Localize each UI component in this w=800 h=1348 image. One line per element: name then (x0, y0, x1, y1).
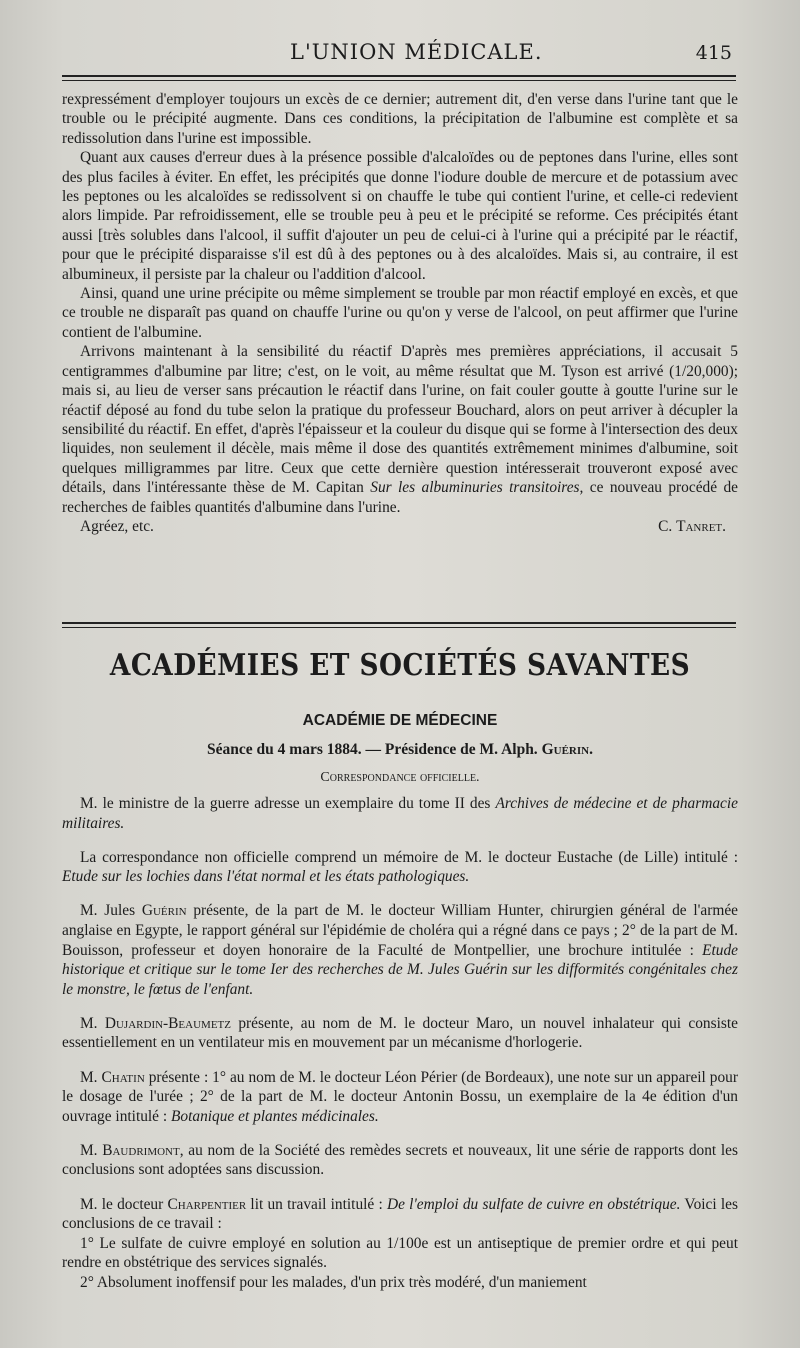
minutes-p7-b: lit un travail intitulé : (246, 1195, 387, 1213)
signature-line (62, 517, 738, 536)
minutes-paragraph-5 (62, 1068, 738, 1127)
section-subtitle: ACADÉMIE DE MÉDECINE (302, 712, 498, 729)
header-rule-thin (62, 80, 736, 81)
article-paragraph-1: rexpressément d'employer toujours un excès de ce dernier; autrement dit, d'en verse dans l'urine tant que le trouble ou le précipité augmente. Dans ces conditions, la précipitation de l'albumine est complète et sa redissolution dans l'urine est impossible. (62, 91, 738, 147)
thesis-rest: ce nouveau procédé de recherches de faibles quantités d'albumine dans l'urine. (62, 479, 738, 516)
minutes-p6-a: M. (80, 1141, 103, 1159)
minutes-p3-a: M. Jules (80, 902, 142, 920)
article-paragraph-4 (62, 342, 738, 517)
minutes-p2-italic: Etude sur les lochies dans l'état normal et les états pathologiques. (62, 868, 470, 886)
minutes-paragraph-2 (62, 848, 738, 887)
signature (658, 517, 726, 536)
minutes-paragraph-3 (62, 901, 738, 999)
minutes-body (62, 794, 738, 1292)
minutes-p5-a: M. (80, 1068, 102, 1086)
section-rule-thin (62, 627, 736, 628)
minutes-p5-italic: Botanique et plantes médicinales. (171, 1107, 379, 1125)
seance-line (0, 741, 800, 759)
minutes-p4-b: présente, au nom de M. le docteur Maro, un nouvel inhalateur qui consiste essentiellement en un ventilateur mis en mouvement par un mécanisme d'horlogerie. (62, 1014, 738, 1052)
minutes-p7-name: Charpentier (167, 1195, 247, 1213)
minutes-paragraph-7 (62, 1195, 738, 1234)
header-rule (62, 75, 736, 77)
minutes-p5-name: Chatin (101, 1068, 145, 1086)
minutes-paragraph-6 (62, 1141, 738, 1180)
thesis-title: Sur les albuminuries transitoires, (370, 479, 584, 497)
page-header (60, 40, 740, 74)
seance-prefix: Séance du 4 mars 1884. — Présidence de M. Alph. (207, 741, 542, 758)
minutes-p3-name: Guérin (141, 902, 187, 920)
minutes-p1-italic: Archives de médecine et de pharmacie militaires. (62, 795, 738, 832)
section-rule (62, 622, 736, 624)
minutes-p6-b: , au nom de la Société des remèdes secrets et nouveaux, lit une série de rapports dont les conclusions sont adoptées sans discussion. (62, 1141, 738, 1179)
minutes-p1-text: M. le ministre de la guerre adresse un exemplaire du tome II des (80, 795, 496, 812)
conclusion-2: 2° Absolument inoffensif pour les malades, d'un prix très modéré, d'un maniement (80, 1273, 587, 1291)
minutes-p7-a: M. le docteur (80, 1195, 168, 1213)
signature-initial: C. (658, 517, 677, 535)
signature-name: Tanret. (676, 517, 726, 535)
conclusion-1: 1° Le sulfate de cuivre employé en solution au 1/100e est un antiseptique de premier ordre et qui peut rendre en obstétrique des services signalés. (62, 1234, 738, 1272)
minutes-p5-b: présente : 1° au nom de M. le docteur Léon Périer (de Bordeaux), une note sur un appareil pour le dosage de l'urée ; 2° de la part de M. le docteur Antonin Bossu, un exemplaire de la 4e édition d'un ouvrage intitulé : (62, 1068, 739, 1125)
closing: Agréez, etc. (80, 517, 154, 535)
minutes-p7-italic: De l'emploi du sulfate de cuivre en obstétrique. (387, 1195, 681, 1213)
minutes-p2-text: La correspondance non officielle comprend un mémoire de M. le docteur Eustache (de Lille) intitulé : (80, 848, 738, 866)
article-paragraph-3: Ainsi, quand une urine précipite ou même simplement se trouble par mon réactif employé en excès, et que ce trouble ne disparaît pas quand on chauffe l'urine ou qu'on y verse de l'alcool, on peut affirmer que l'urine contient de l'albumine. (62, 285, 738, 341)
minutes-paragraph-1 (62, 794, 738, 833)
correspondance-heading: Correspondance officielle. (320, 770, 480, 785)
minutes-p4-a: M. (80, 1014, 105, 1032)
minutes-p4-name: Dujardin-Beaumetz (104, 1014, 231, 1032)
article-body (62, 90, 738, 536)
running-title: L'UNION MÉDICALE. (290, 40, 543, 64)
section-title: ACADÉMIES ET SOCIÉTÉS SAVANTES (109, 648, 691, 683)
minutes-paragraph-4 (62, 1014, 738, 1053)
article-paragraph-2: Quant aux causes d'erreur dues à la présence possible d'alcaloïdes ou de peptones dans l'urine, elles sont des plus faciles à éviter. En effet, les précipités que donne l'iodure double de mercure et de potassium avec les peptones ou les alcaloïdes se redissolvent si on chauffe le tube qui contient l'urine, et celle-ci redevient alors limpide. Par refroidissement, elle se trouble peu à peu et le précipité se reforme. Ces précipités étant aussi [très solubles dans l'alcool, il suffit d'ajouter un peu de celui-ci à l'urine qui a précipité par le réactif, pour que le précipité disparaisse s'il est dû à des peptones ou à des alcaloïdes. Mais si, au contraire, il est albumineux, il persiste par la chaleur ou l'addition d'alcool. (62, 149, 738, 283)
article-paragraph-4-text: Arrivons maintenant à la sensibilité du réactif D'après mes premières appréciations, il accusait 5 centigrammes d'albumine par litre; c'est, on le voit, au même résultat que M. Tyson est arrivé (1/20,000); mais si, au lieu de verser sans précaution le réactif dans l'urine, on fait couler goutte à goutte l'urine sur le réactif déposé au fond du tube selon la pratique du professeur Bouchard, alors on peut arriver à décupler la sensibilité du réactif. En effet, d'après l'épaisseur et la couleur du disque qui se forme à l'intersection des deux liquides, non seulement il décèle, mais même il dose des quantités extrêmement minimes d'albumine, soit quelques milligrammes par litre. Ceux que cette dernière question intéresserait trouveront exposé avec détails, dans l'intéressante thèse de M. Capitan (62, 343, 738, 497)
minutes-p3-b: présente, de la part de M. le docteur William Hunter, chirurgien général de l'armée anglaise en Egypte, le rapport général sur l'épidémie de choléra qui a régné dans ce pays ; 2° de la part de M. Bouisson, professeur et doyen honoraire de la Faculté de Montpellier, une brochure intitulée : (62, 902, 738, 959)
minutes-p6-name: Baudrimont (102, 1141, 180, 1159)
seance-president: Guérin. (541, 741, 593, 758)
page-number: 415 (695, 42, 732, 64)
minutes-p3-italic: Etude historique et critique sur le tome Ier des recherches de M. Jules Guérin sur les difformités congénitales chez le monstre, le fœtus de l'enfant. (62, 941, 738, 998)
minutes-p7-c: Voici les conclusions de ce travail : (62, 1195, 738, 1233)
